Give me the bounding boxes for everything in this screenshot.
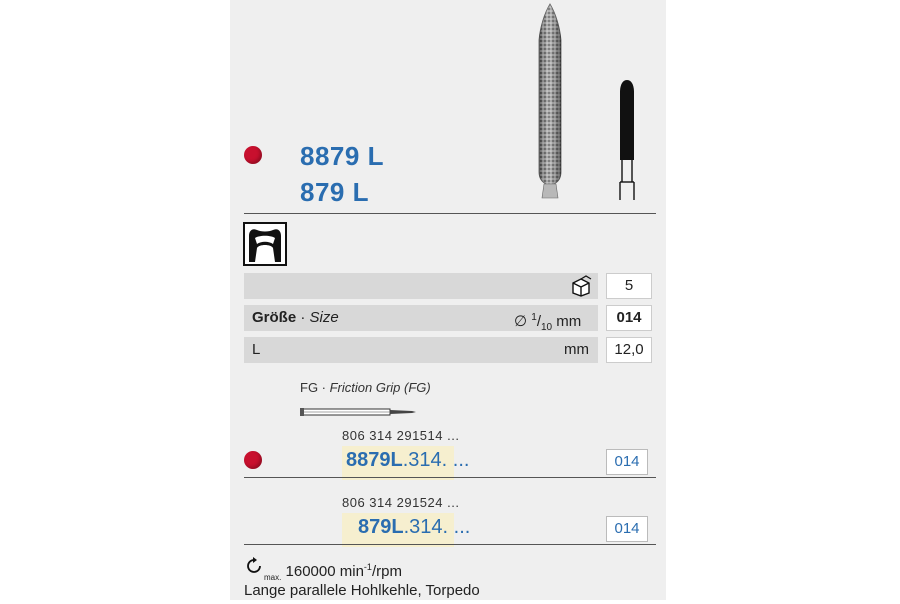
bur-profile-illustration — [612, 78, 642, 202]
package-count: 5 — [606, 273, 652, 299]
order-code-2: 879L.314. ... — [358, 516, 471, 538]
shank-type: FG · Friction Grip (FG) — [300, 380, 431, 395]
status-dot — [244, 451, 262, 469]
product-description: Lange parallele Hohlkehle, Torpedo — [244, 582, 480, 599]
order-size-1: 014 — [606, 449, 648, 475]
status-dot — [244, 146, 262, 164]
size-value: 014 — [606, 305, 652, 331]
order-code-1: 8879L.314. ... — [346, 449, 470, 471]
tooth-icon — [243, 222, 287, 266]
size-label: Größe · Size — [252, 309, 339, 326]
divider — [244, 477, 656, 478]
rotation-icon — [244, 556, 264, 576]
diamond-bur-illustration — [520, 0, 580, 205]
size-label-cell — [244, 305, 598, 331]
length-unit: mm — [564, 341, 589, 358]
model-number-879L: 879 L — [300, 177, 369, 207]
length-label-cell — [244, 337, 598, 363]
package-label-cell — [244, 273, 598, 299]
fg-shank-icon — [300, 405, 420, 419]
divider — [244, 544, 656, 545]
divider — [244, 213, 656, 214]
order-ref-1: 806 314 291514 ... — [342, 428, 460, 443]
order-size-2: 014 — [606, 516, 648, 542]
model-number-8879L: 8879 L — [300, 141, 384, 171]
package-box-icon — [570, 275, 592, 297]
max-rpm: $_{max.}$ 160000 $\min^{-1}$/rpm — [264, 562, 402, 582]
size-unit: ∅ $^1/_{10}$ mm — [514, 312, 582, 333]
length-value: 12,0 — [606, 337, 652, 363]
order-ref-2: 806 314 291524 ... — [342, 495, 460, 510]
length-label: L — [252, 341, 261, 358]
